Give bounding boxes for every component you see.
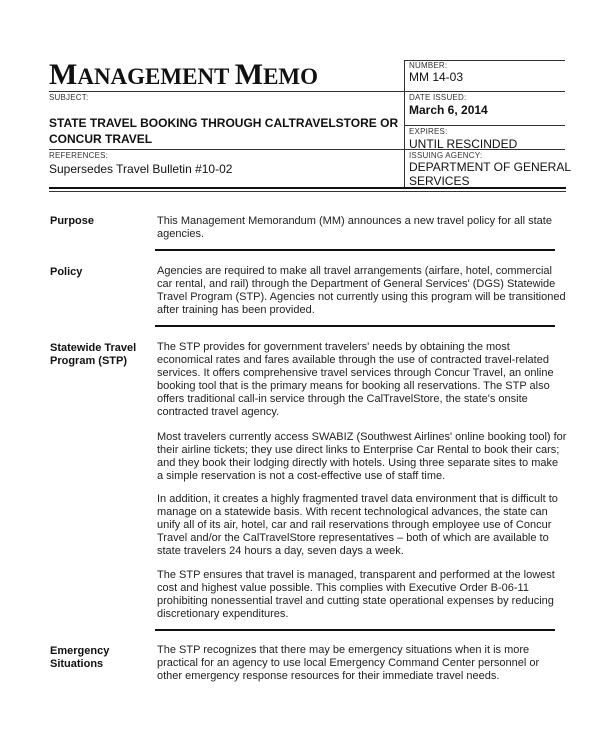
purpose-text: This Management Memorandum (MM) announces a new travel policy for all state agencies. bbox=[157, 215, 552, 240]
section-divider bbox=[155, 629, 555, 631]
emergency-heading: Emergency Situations bbox=[50, 645, 110, 670]
date-value: March 6, 2014 bbox=[409, 103, 488, 117]
expires-value: UNTIL RESCINDED bbox=[409, 137, 518, 151]
section-divider bbox=[155, 249, 555, 251]
subject-text: STATE TRAVEL BOOKING THROUGH CALTRAVELSTORE OR CONCUR TRAVEL bbox=[49, 116, 399, 146]
subject-label: SUBJECT: bbox=[49, 93, 89, 102]
stp-paragraph-1: The STP provides for government travelers' needs by obtaining the most economical rates and fares available through the use of contracted travel-related services. It offers comprehensive travel services through Concur Travel, an online booking tool that is the primary means for booking all reservations. The STP also offers traditional call-in service through the CalTravelStore, the state's onsite contracted travel agency. bbox=[157, 341, 554, 418]
emergency-text: The STP recognizes that there may be emergency situations when it is more practical for an agency to use local Emergency Command Center personnel or other emergency response resources for their immediate travel needs. bbox=[157, 644, 540, 682]
header-rule bbox=[49, 91, 565, 92]
stp-paragraph-2: Most travelers currently access SWABIZ (Southwest Airlines' online booking tool) for their airline tickets; they use direct links to Enterprise Car Rental to book their cars; and they book their lodging directly with hotels. Using three separate sites to make a simple reservation is not a cost-effective use of staff time. bbox=[157, 431, 567, 482]
header-rule bbox=[405, 125, 565, 126]
memo-title: MANAGEMENT MEMO bbox=[49, 58, 319, 91]
number-label: NUMBER: bbox=[409, 61, 448, 70]
agency-label: ISSUING AGENCY: bbox=[409, 151, 483, 160]
stp-heading: Statewide Travel Program (STP) bbox=[50, 342, 137, 367]
date-label: DATE ISSUED: bbox=[409, 93, 467, 102]
stp-paragraph-3: In addition, it creates a highly fragmented travel data environment that is difficult to manage on a statewide basis. With recent technological advances, the state can unify all of its air, hotel, car and rail reservations through employee use of Concur Travel and/or the CalTravelStore representatives – both of which are available to state travelers 24 hours a day, seven days a week. bbox=[157, 493, 558, 557]
expires-label: EXPIRES: bbox=[409, 127, 448, 136]
policy-text: Agencies are required to make all travel arrangements (airfare, hotel, commercial car rental, and rail) through the Department of General Services' (DGS) Statewide Travel Program (STP). Agencies not currently using this program will be transitioned after training has been provided. bbox=[157, 265, 566, 316]
references-value: Supersedes Travel Bulletin #10-02 bbox=[49, 162, 233, 176]
agency-value: DEPARTMENT OF GENERAL SERVICES bbox=[409, 160, 571, 188]
references-label: REFERENCES: bbox=[49, 151, 109, 160]
section-divider bbox=[155, 325, 555, 327]
number-value: MM 14-03 bbox=[409, 70, 464, 84]
header-bottom-rule bbox=[49, 191, 566, 192]
stp-paragraph-4: The STP ensures that travel is managed, transparent and performed at the lowest cost and highest value possible. This complies with Executive Order B-06-11 prohibiting nonessential travel and cutting state operational expenses by reducing discretionary expenditures. bbox=[157, 569, 555, 620]
purpose-heading: Purpose bbox=[50, 215, 95, 227]
policy-heading: Policy bbox=[50, 266, 83, 278]
